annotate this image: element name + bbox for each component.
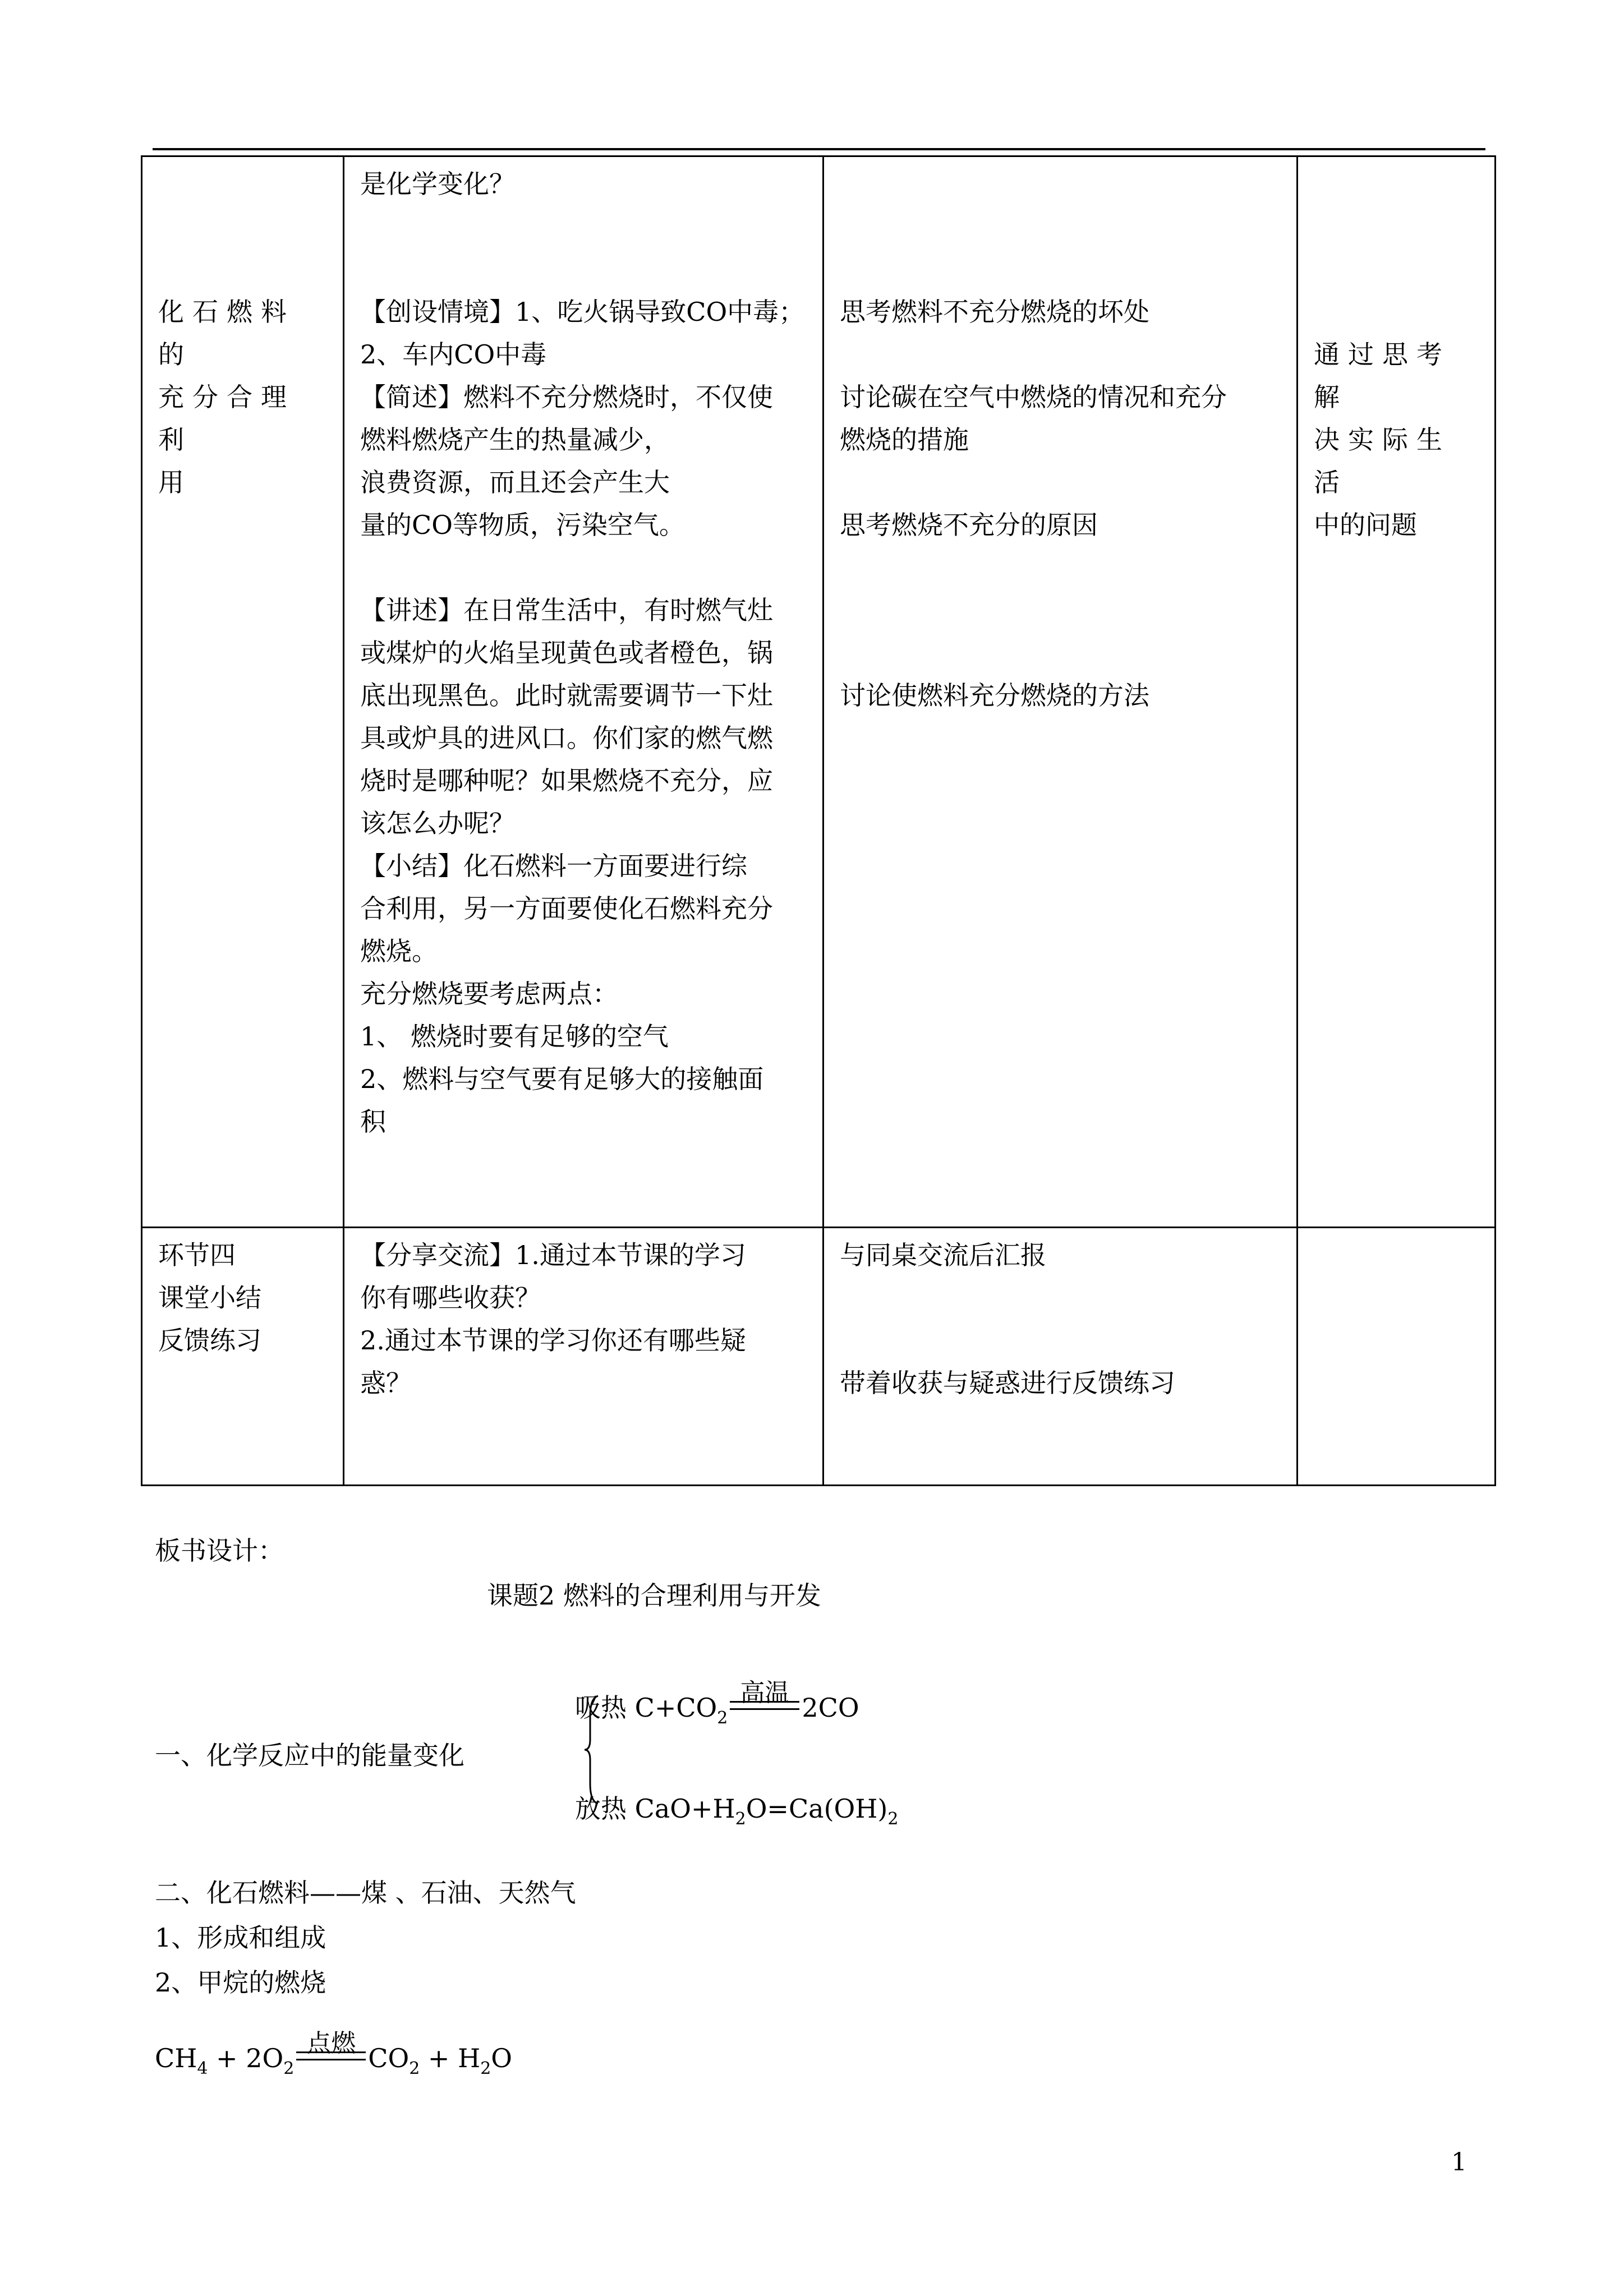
stage-label: 反馈练习 [158,1325,261,1356]
text-line: 2.通过本节课的学习你还有哪些疑 [360,1325,746,1356]
board-title: 课题2 燃料的合理利用与开发 [487,1580,821,1611]
text-line: 燃料燃烧产生的热量减少， [360,425,670,455]
board-item-1: 1、形成和组成 [155,1922,326,1953]
equation-term: CaO+H [634,1794,735,1824]
exothermic-label: 放热 [575,1794,627,1824]
text-line: 惑？ [360,1368,412,1398]
design-intent-cell [1298,1228,1496,1486]
subscript: 2 [480,2059,491,2078]
header-rule [153,148,1485,150]
text-line: 2、燃料与空气要有足够大的接触面 [360,1064,764,1094]
text-line: 【分享交流】1.通过本节课的学习 [360,1240,746,1270]
text-line: 【讲述】在日常生活中，有时燃气灶 [360,595,773,625]
text-line: 浪费资源，而且还会产生大 [360,467,670,497]
text-line: 决实际生活 [1314,425,1451,497]
methane-combustion-equation [155,2029,513,2078]
reaction-condition [296,2029,366,2075]
equation-term: O=Ca(OH) [746,1794,888,1824]
subscript: 2 [717,1708,728,1728]
endothermic-label: 吸热 [575,1693,627,1723]
text-line: 该怎么办呢？ [360,808,515,838]
equation-term: O [491,2043,513,2073]
text-line: 带着收获与疑惑进行反馈练习 [840,1368,1175,1398]
section-2-heading: 二、化石燃料——煤 、石油、天然气 [155,1878,576,1908]
subscript: 2 [887,1809,899,1829]
lesson-plan-table [141,155,1496,1486]
text-line: 具或炉具的进风口。你们家的燃气燃 [360,723,773,753]
text-line: 与同桌交流后汇报 [840,1240,1046,1270]
equation-term: C+CO [634,1693,717,1723]
text-line: 烧时是哪种呢？如果燃烧不充分，应 [360,766,773,796]
teacher-activity-cell [344,156,823,1228]
text-line: 充分燃烧要考虑两点： [360,979,618,1009]
text-line: 底出现黑色。此时就需要调节一下灶 [360,680,773,711]
equation-term: + 2O [216,2043,284,2073]
exothermic-equation [575,1792,899,1829]
stage-label: 课堂小结 [158,1283,261,1313]
stage-cell [142,156,344,1228]
design-intent-cell [1298,156,1496,1228]
subscript: 2 [409,2059,420,2078]
table-row [142,1228,1496,1486]
text-line: 你有哪些收获？ [360,1283,541,1313]
teacher-activity-cell [344,1228,823,1486]
equation-term: + H [420,2043,481,2073]
text-line: 燃烧的措施 [840,425,969,455]
text-line: 【小结】化石燃料一方面要进行综 [360,851,747,881]
text-line: 【创设情境】1、吃火锅导致CO中毒； [360,297,805,327]
equation-term: CO [368,2043,410,2073]
endothermic-equation [575,1679,859,1728]
section-1-heading: 一、化学反应中的能量变化 [155,1740,464,1771]
text-line: 讨论使燃料充分燃烧的方法 [840,680,1149,711]
brace-icon [583,1694,600,1806]
text-line: 是化学变化？ [360,169,515,199]
stage-cell [142,1228,344,1486]
text-line: 积 [360,1106,386,1137]
text-line: 思考燃料不充分燃烧的坏处 [840,297,1149,327]
reaction-condition [730,1679,799,1725]
text-line: 思考燃烧不充分的原因 [840,510,1098,540]
stage-label: 化石燃料的 [158,297,295,370]
stage-label: 充分合理利 [158,382,295,455]
equation-term: CH [155,2043,197,2073]
text-line: 【简述】燃料不充分燃烧时，不仅使 [360,382,773,412]
text-line: 通过思考解 [1314,339,1451,412]
subscript: 2 [283,2059,295,2078]
text-line: 中的问题 [1314,510,1417,540]
student-activity-cell [823,156,1298,1228]
text-line: 量的CO等物质，污染空气。 [360,510,685,540]
table-row [142,156,1496,1228]
text-line: 燃烧。 [360,936,438,966]
text-line: 1、 燃烧时要有足够的空气 [360,1021,669,1052]
text-line: 讨论碳在空气中燃烧的情况和充分 [840,382,1227,412]
subscript: 4 [197,2059,208,2078]
board-heading: 板书设计： [155,1536,284,1566]
page-number: 1 [1451,2148,1467,2177]
stage-label: 用 [158,467,184,497]
stage-label: 环节四 [158,1240,236,1270]
board-item-2: 2、甲烷的燃烧 [155,1967,326,1998]
text-line: 或煤炉的火焰呈现黄色或者橙色，锅 [360,638,773,668]
condition-label: 高温 [740,1679,790,1707]
equation-term: 2CO [802,1693,859,1723]
text-line: 2、车内CO中毒 [360,339,547,370]
student-activity-cell [823,1228,1298,1486]
text-line: 合利用，另一方面要使化石燃料充分 [360,893,773,924]
subscript: 2 [735,1809,746,1829]
condition-label: 点燃 [306,2029,356,2058]
